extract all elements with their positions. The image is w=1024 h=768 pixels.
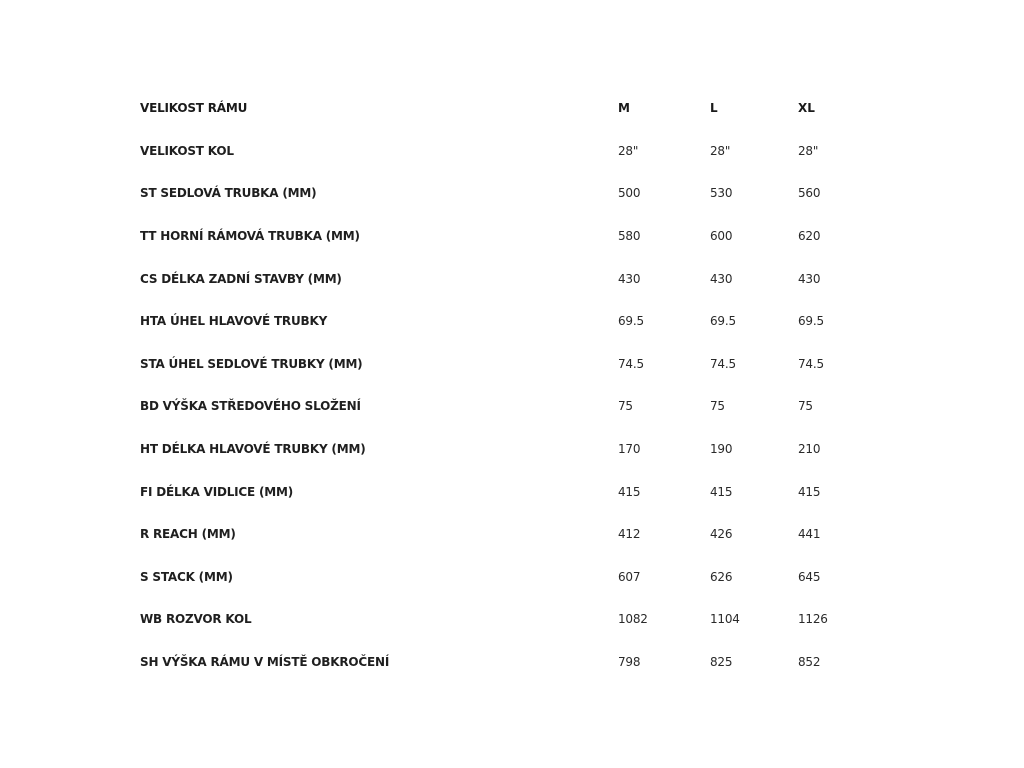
value-m: 415 (618, 484, 641, 499)
value-m: 170 (618, 442, 641, 457)
table-row (140, 556, 860, 599)
value-l: 530 (710, 186, 733, 201)
value-xl: 620 (798, 229, 821, 244)
value-m: 412 (618, 527, 641, 542)
table-row (140, 385, 860, 428)
row-label: STA ÚHEL SEDLOVÉ TRUBKY (MM) (140, 356, 363, 371)
row-label: ST SEDLOVÁ TRUBKA (MM) (140, 186, 317, 201)
row-label: FI DÉLKA VIDLICE (MM) (140, 484, 294, 499)
value-l: 426 (710, 527, 733, 542)
row-label: CS DÉLKA ZADNÍ STAVBY (MM) (140, 271, 342, 286)
value-l: 69.5 (710, 314, 736, 329)
value-l: 415 (710, 484, 733, 499)
table-header-row (140, 87, 860, 130)
value-m: 430 (618, 271, 641, 286)
row-label: BD VÝŠKA STŘEDOVÉHO SLOŽENÍ (140, 399, 361, 414)
value-xl: 560 (798, 186, 821, 201)
value-xl: 852 (798, 655, 821, 670)
header-size-m: M (618, 101, 630, 116)
value-xl: 74.5 (798, 356, 824, 371)
value-l: 1104 (710, 612, 740, 627)
row-label: HT DÉLKA HLAVOVÉ TRUBKY (MM) (140, 442, 366, 457)
value-l: 430 (710, 271, 733, 286)
value-l: 28" (710, 143, 731, 158)
table-row (140, 513, 860, 556)
value-xl: 441 (798, 527, 821, 542)
value-m: 74.5 (618, 356, 644, 371)
row-label: R REACH (MM) (140, 527, 236, 542)
value-xl: 415 (798, 484, 821, 499)
row-label: SH VÝŠKA RÁMU V MÍSTĚ OBKROČENÍ (140, 655, 390, 670)
value-xl: 210 (798, 442, 821, 457)
value-m: 500 (618, 186, 641, 201)
value-m: 1082 (618, 612, 648, 627)
value-l: 825 (710, 655, 733, 670)
value-m: 75 (618, 399, 633, 414)
value-xl: 75 (798, 399, 813, 414)
row-label: S STACK (MM) (140, 569, 233, 584)
table-row (140, 343, 860, 386)
value-m: 69.5 (618, 314, 644, 329)
value-l: 74.5 (710, 356, 736, 371)
value-xl: 645 (798, 569, 821, 584)
table-row (140, 470, 860, 513)
table-row (140, 598, 860, 641)
row-label: WB ROZVOR KOL (140, 612, 252, 627)
value-m: 607 (618, 569, 641, 584)
value-xl: 28" (798, 143, 819, 158)
header-label: VELIKOST RÁMU (140, 101, 248, 116)
header-size-l: L (710, 101, 718, 116)
value-xl: 430 (798, 271, 821, 286)
value-xl: 69.5 (798, 314, 824, 329)
header-size-xl: XL (798, 101, 815, 116)
value-m: 798 (618, 655, 641, 670)
value-l: 190 (710, 442, 733, 457)
table-row (140, 172, 860, 215)
table-row (140, 130, 860, 173)
value-m: 28" (618, 143, 639, 158)
geometry-table (140, 87, 860, 683)
value-l: 626 (710, 569, 733, 584)
value-l: 75 (710, 399, 725, 414)
value-xl: 1126 (798, 612, 828, 627)
table-row (140, 641, 860, 684)
table-row (140, 215, 860, 258)
table-row (140, 257, 860, 300)
table-row (140, 300, 860, 343)
row-label: TT HORNÍ RÁMOVÁ TRUBKA (MM) (140, 229, 360, 244)
row-label: HTA ÚHEL HLAVOVÉ TRUBKY (140, 314, 328, 329)
table-row (140, 428, 860, 471)
value-l: 600 (710, 229, 733, 244)
row-label: VELIKOST KOL (140, 143, 234, 158)
value-m: 580 (618, 229, 641, 244)
